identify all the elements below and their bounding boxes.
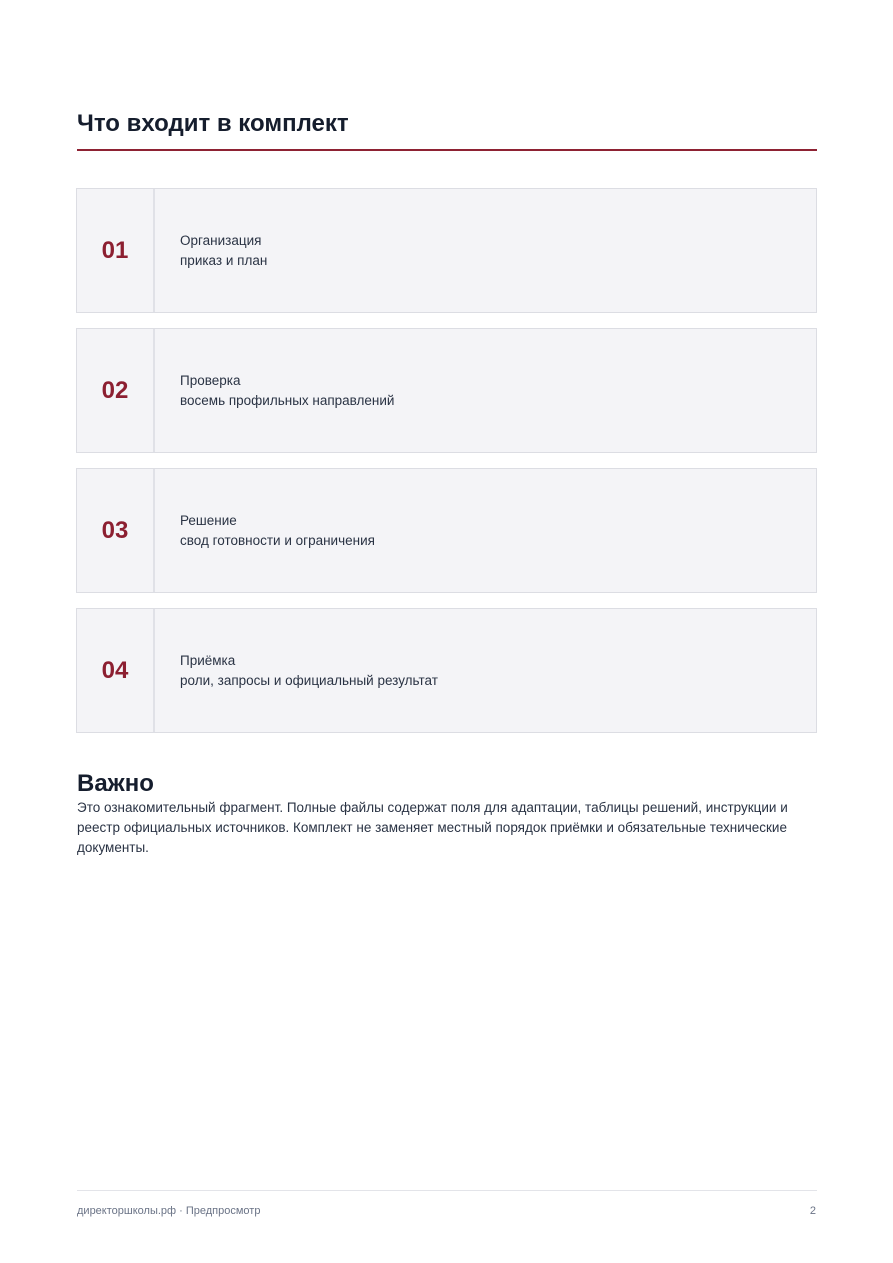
item-title: Решение	[180, 513, 237, 528]
item-number: 02	[77, 329, 155, 452]
kit-contents-list	[76, 188, 817, 748]
page-title: Что входит в комплект	[77, 110, 349, 137]
important-text: Это ознакомительный фрагмент. Полные файлы содержат поля для адаптации, таблицы решений, инструкции и реестр официальных источников. Комплект не заменяет местный порядок приёмки и обязательные технические документы.	[77, 800, 788, 855]
item-description: восемь профильных направлений	[180, 392, 395, 408]
footer-divider	[77, 1190, 817, 1191]
list-item-04	[76, 608, 817, 733]
item-description: приказ и план	[180, 252, 268, 268]
important-heading: Важно	[77, 770, 154, 797]
item-title: Приёмка	[180, 653, 236, 668]
list-item-01	[76, 188, 817, 313]
page-number: 2	[809, 1205, 816, 1217]
item-body	[155, 329, 394, 452]
item-body	[155, 469, 375, 592]
item-number: 04	[77, 609, 155, 732]
item-title: Проверка	[180, 373, 241, 388]
list-item-02	[76, 328, 817, 453]
item-number: 03	[77, 469, 155, 592]
item-title: Организация	[180, 233, 262, 248]
footer-source: директоршколы.рф · Предпросмотр	[77, 1205, 261, 1217]
title-divider	[77, 149, 817, 151]
item-description: свод готовности и ограничения	[180, 532, 375, 548]
item-body	[155, 609, 438, 732]
list-item-03	[76, 468, 817, 593]
item-number: 01	[77, 189, 155, 312]
item-description: роли, запросы и официальный результат	[180, 672, 438, 688]
item-body	[155, 189, 267, 312]
